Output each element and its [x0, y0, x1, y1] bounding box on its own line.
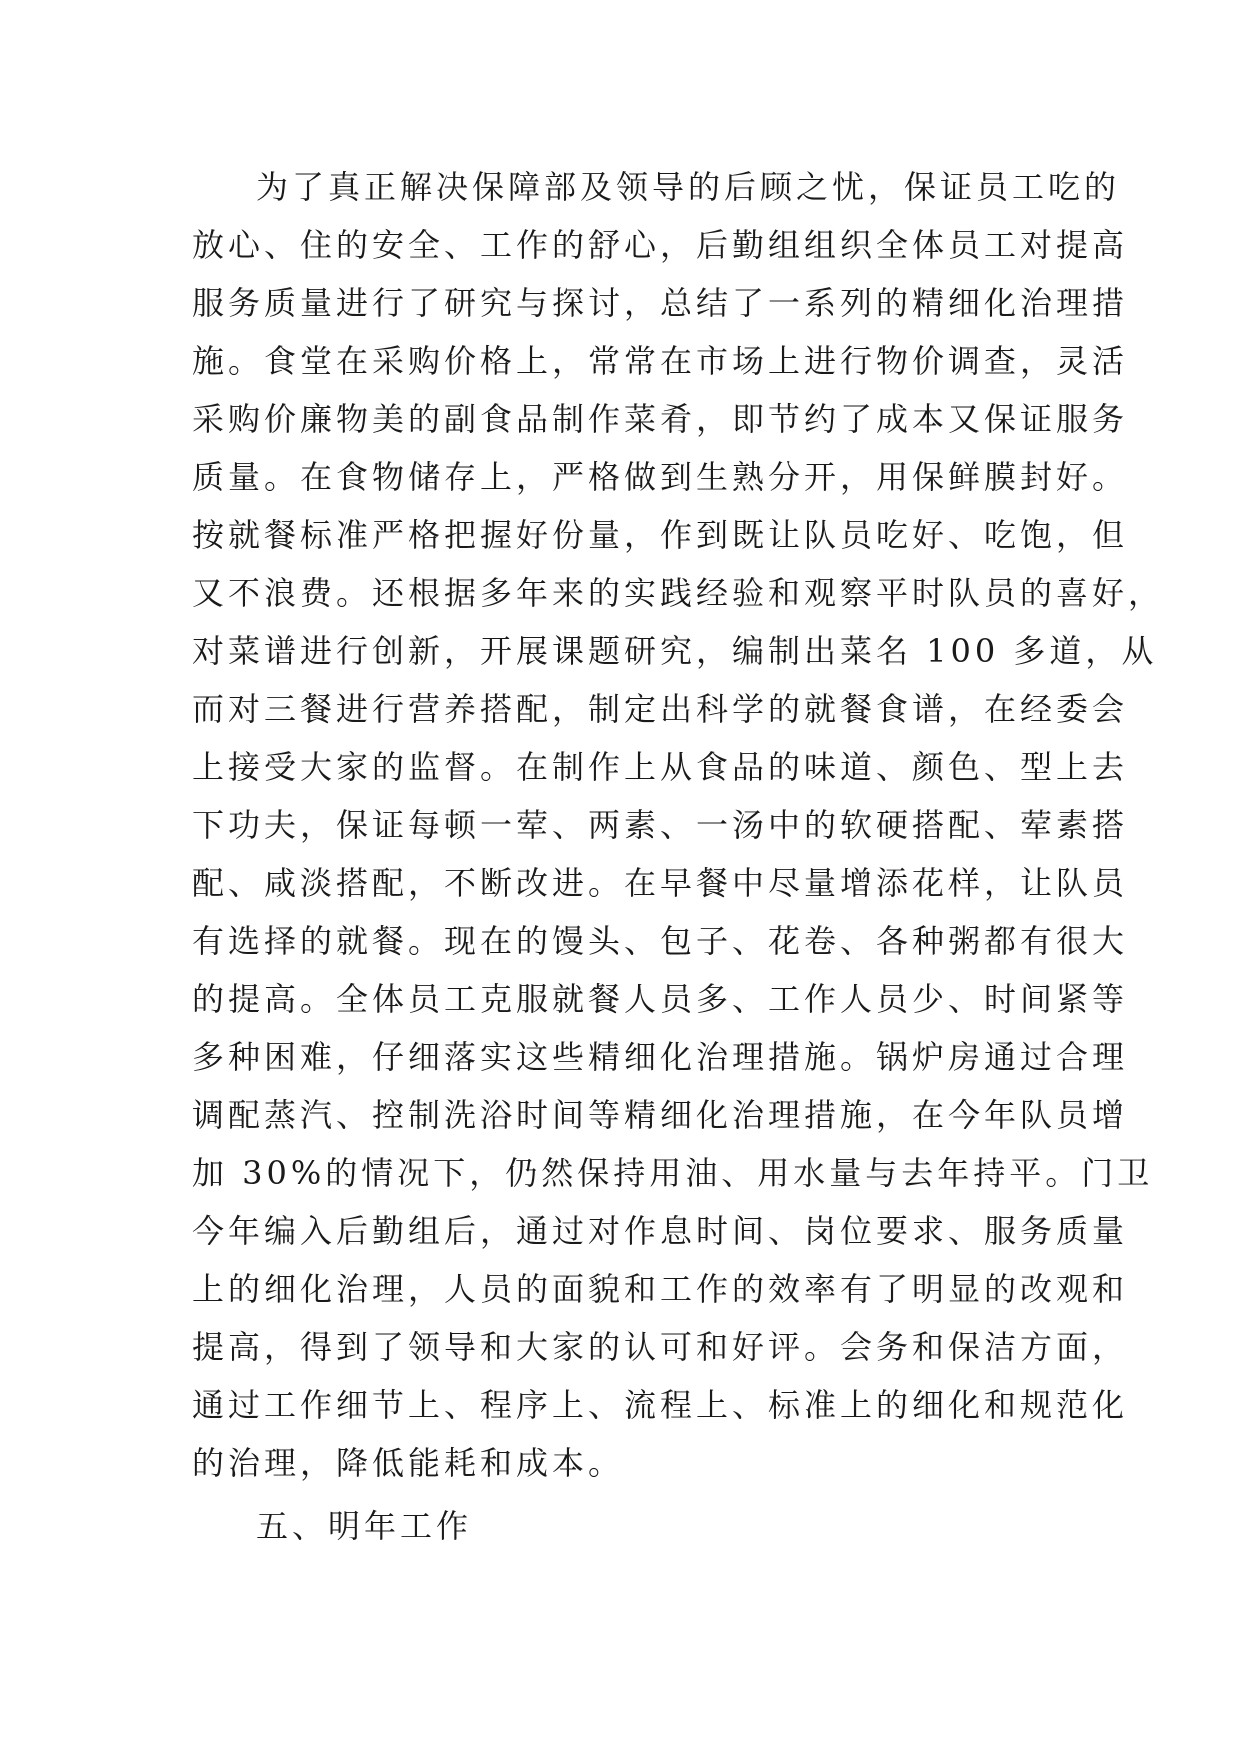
paragraph-line: 而对三餐进行营养搭配，制定出科学的就餐食谱，在经委会 — [192, 690, 1129, 728]
paragraph-line: 又不浪费。还根据多年来的实践经验和观察平时队员的喜好， — [192, 574, 1165, 612]
paragraph-line: 的治理，降低能耗和成本。 — [192, 1444, 625, 1482]
paragraph-line: 多种困难，仔细落实这些精细化治理措施。锅炉房通过合理 — [192, 1038, 1129, 1076]
paragraph-line: 放心、住的安全、工作的舒心，后勤组组织全体员工对提高 — [192, 226, 1129, 264]
paragraph-line: 施。食堂在采购价格上，常常在市场上进行物价调查，灵活 — [192, 342, 1129, 380]
paragraph-line: 质量。在食物储存上，严格做到生熟分开，用保鲜膜封好。 — [192, 458, 1129, 496]
paragraph-line: 今年编入后勤组后，通过对作息时间、岗位要求、服务质量 — [192, 1212, 1129, 1250]
paragraph-line: 调配蒸汽、控制洗浴时间等精细化治理措施，在今年队员增 — [192, 1096, 1129, 1134]
paragraph-line: 通过工作细节上、程序上、流程上、标准上的细化和规范化 — [192, 1386, 1129, 1424]
paragraph-line: 提高，得到了领导和大家的认可和好评。会务和保洁方面， — [192, 1328, 1129, 1366]
paragraph-line: 对菜谱进行创新，开展课题研究，编制出菜名 100 多道，从 — [192, 632, 1158, 670]
paragraph-line: 配、咸淡搭配，不断改进。在早餐中尽量增添花样，让队员 — [192, 864, 1129, 902]
paragraph-line: 为了真正解决保障部及领导的后顾之忧，保证员工吃的 — [256, 168, 1121, 206]
paragraph-line: 服务质量进行了研究与探讨，总结了一系列的精细化治理措 — [192, 284, 1129, 322]
paragraph-line: 按就餐标准严格把握好份量，作到既让队员吃好、吃饱，但 — [192, 516, 1129, 554]
section-heading: 五、明年工作 — [256, 1507, 473, 1545]
paragraph-line: 采购价廉物美的副食品制作菜肴，即节约了成本又保证服务 — [192, 400, 1129, 438]
paragraph-line: 下功夫，保证每顿一荤、两素、一汤中的软硬搭配、荤素搭 — [192, 806, 1129, 844]
paragraph-line: 的提高。全体员工克服就餐人员多、工作人员少、时间紧等 — [192, 980, 1129, 1018]
body-paragraph — [192, 158, 1165, 1492]
paragraph-line: 上接受大家的监督。在制作上从食品的味道、颜色、型上去 — [192, 748, 1129, 786]
paragraph-line: 加 30%的情况下，仍然保持用油、用水量与去年持平。门卫 — [192, 1154, 1154, 1192]
paragraph-line: 上的细化治理，人员的面貌和工作的效率有了明显的改观和 — [192, 1270, 1129, 1308]
paragraph-line: 有选择的就餐。现在的馒头、包子、花卷、各种粥都有很大 — [192, 922, 1129, 960]
